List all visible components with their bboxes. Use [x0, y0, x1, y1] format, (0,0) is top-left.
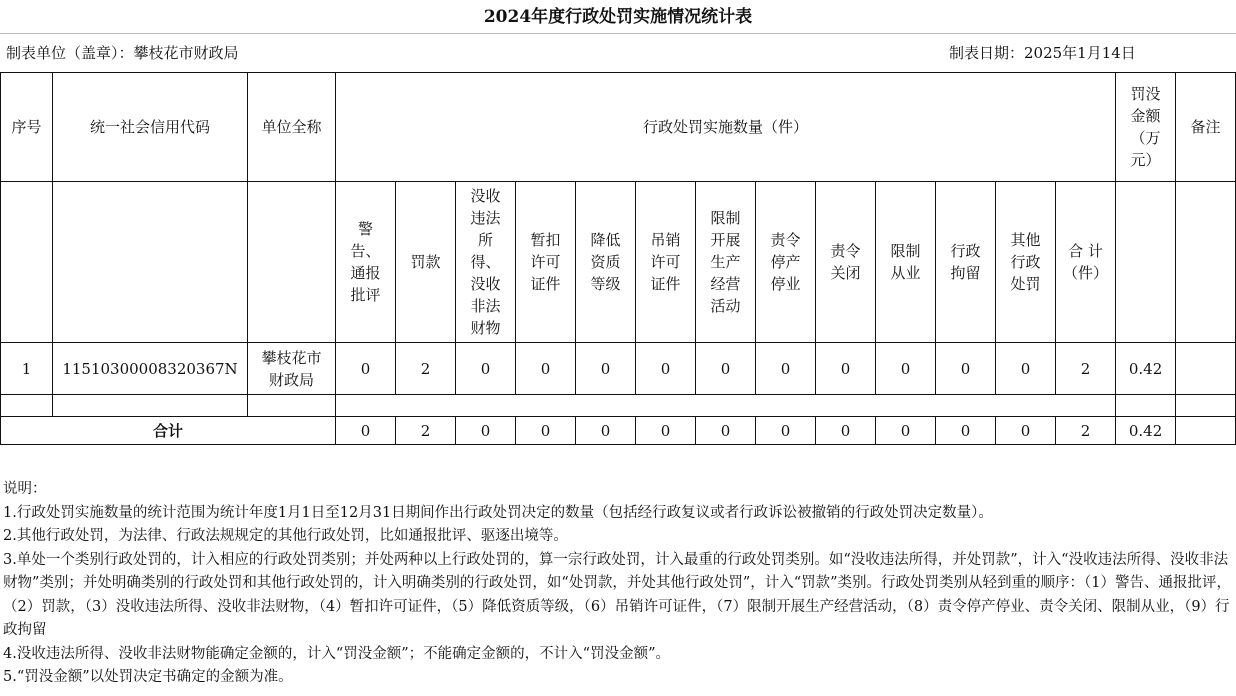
row-seq: 1: [1, 343, 53, 395]
title-divider: [0, 33, 1236, 34]
row-credit-code: 11510300008320367N: [53, 343, 248, 395]
header-cat-downgrade: 降低资质等级: [576, 182, 636, 343]
header-row-top: [1, 73, 1236, 182]
row-value: 0: [336, 343, 396, 395]
total-remark: [1176, 417, 1236, 445]
header-cat-suspend-production: 责令停产停业: [756, 182, 816, 343]
empty-row: [1, 395, 1236, 417]
header-cat-total: 合 计（件）: [1056, 182, 1116, 343]
header-seq: 序号: [1, 73, 53, 182]
row-value: 0: [516, 343, 576, 395]
row-amount: 0.42: [1116, 343, 1176, 395]
note-item: 4.没收违法所得、没收非法财物能确定金额的，计入“罚没金额”；不能确定金额的，不计入“罚没金额”。: [3, 645, 670, 662]
issuing-unit: 制表单位（盖章）：攀枝花市财政局: [6, 44, 239, 62]
row-value: 0: [996, 343, 1056, 395]
note-item: 5.“罚没金额”以处罚决定书确定的金额为准。: [3, 669, 293, 685]
note-item: 3.单处一个类别行政处罚的，计入相应的行政处罚类别；并处两种以上行政处罚的，算一宗行政处罚，计入最重的行政处罚类别。如“没收违法所得，并处罚款”，计入“没收违法所得、没收非法财物”类别；并处明确类别的行政处罚和其他行政处罚的，计入明确类别的行政处罚，如“处罚款，并处其他行政处罚”，计入“罚款”类别。行政处罚类别从轻到重的顺序：（1）警告、通报批评，（2）罚款，（3）没收违法所得、没收非法财物，（4）暂扣许可证件，（5）降低资质等级，（6）吊销许可证件，（7）限制开展生产经营活动，（8）责令停产停业、责令关闭、限制从业，（9）行政拘留: [3, 551, 1232, 638]
header-row-categories: [1, 182, 1236, 343]
header-cat-closure: 责令关闭: [816, 182, 876, 343]
header-unit-name: 单位全称: [248, 73, 336, 182]
row-value: 0: [636, 343, 696, 395]
row-value: 0: [456, 343, 516, 395]
header-penalty-count-group: 行政处罚实施数量（件）: [336, 73, 1116, 182]
total-value: 0: [816, 417, 876, 445]
total-value: 0: [336, 417, 396, 445]
notes-section: [3, 478, 1235, 690]
row-value: 0: [576, 343, 636, 395]
header-cat-detention: 行政拘留: [936, 182, 996, 343]
header-remark: 备注: [1176, 73, 1236, 182]
total-value-sum: 2: [1056, 417, 1116, 445]
total-value: 2: [396, 417, 456, 445]
total-label: 合计: [1, 417, 336, 445]
header-cat-warning: 警告、通报批评: [336, 182, 396, 343]
statistics-table: [0, 72, 1236, 445]
header-cat-restrict-operations: 限制开展生产经营活动: [696, 182, 756, 343]
total-value: 0: [696, 417, 756, 445]
row-value: 0: [876, 343, 936, 395]
issue-date: 制表日期：2025年1月14日: [949, 44, 1136, 62]
row-unit-name: 攀枝花市财政局: [248, 343, 336, 395]
row-value: 0: [816, 343, 876, 395]
header-cat-restrict-practice: 限制从业: [876, 182, 936, 343]
total-value: 0: [876, 417, 936, 445]
row-value: 0: [696, 343, 756, 395]
header-cat-confiscation: 没收违法所得、没收非法财物: [456, 182, 516, 343]
row-value-total: 2: [1056, 343, 1116, 395]
total-value: 0: [456, 417, 516, 445]
total-value: 0: [636, 417, 696, 445]
note-item: 1.行政处罚实施数量的统计范围为统计年度1月1日至12月31日期间作出行政处罚决定的数量（包括经行政复议或者行政诉讼被撤销的行政处罚决定数量）。: [3, 504, 993, 521]
total-value: 0: [756, 417, 816, 445]
total-value: 0: [936, 417, 996, 445]
header-cat-suspend-license: 暂扣许可证件: [516, 182, 576, 343]
header-cat-revoke-license: 吊销许可证件: [636, 182, 696, 343]
header-amount: 罚没金额（万元）: [1116, 73, 1176, 182]
header-credit-code: 统一社会信用代码: [53, 73, 248, 182]
table-row: [1, 343, 1236, 395]
header-cat-fine: 罚款: [396, 182, 456, 343]
total-value: 0: [516, 417, 576, 445]
total-value: 0: [576, 417, 636, 445]
total-value: 0: [996, 417, 1056, 445]
row-value: 2: [396, 343, 456, 395]
header-cat-other: 其他行政处罚: [996, 182, 1056, 343]
note-item: 2.其他行政处罚，为法律、行政法规规定的其他行政处罚，比如通报批评、驱逐出境等。: [3, 528, 568, 544]
row-value: 0: [756, 343, 816, 395]
total-amount: 0.42: [1116, 417, 1176, 445]
total-row: [1, 417, 1236, 445]
page-title: 2024年度行政处罚实施情况统计表: [483, 7, 753, 27]
row-value: 0: [936, 343, 996, 395]
row-remark: [1176, 343, 1236, 395]
notes-heading: 说明：: [3, 481, 47, 497]
